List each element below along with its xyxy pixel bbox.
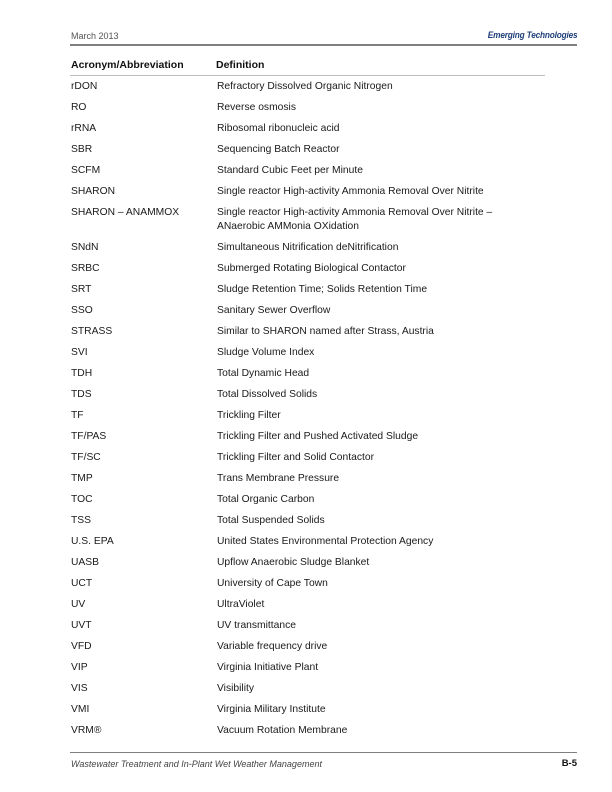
definition-cell: Total Suspended Solids [217,515,325,526]
acronym-cell: TF/PAS [71,431,107,442]
definition-cell: UV transmittance [217,620,296,631]
table-row [70,161,545,182]
definition-cell: Virginia Military Institute [217,704,326,715]
table-row [70,301,545,322]
table-row [70,511,545,532]
table-header [70,58,545,76]
acronym-cell: SSO [71,305,93,316]
acronym-cell: SHARON – ANAMMOX [71,207,180,218]
acronym-cell: TDH [71,368,93,379]
table-row [70,98,545,119]
acronym-cell: SNdN [71,242,99,253]
table-row [70,140,545,161]
acronym-cell: U.S. EPA [71,536,114,547]
acronym-cell: STRASS [71,326,113,337]
acronym-cell: VFD [71,641,92,652]
table-row [70,385,545,406]
table-row [70,658,545,679]
definition-cell: Upflow Anaerobic Sludge Blanket [217,557,370,568]
acronym-cell: TF/SC [71,452,101,463]
definition-cell: Standard Cubic Feet per Minute [217,165,363,176]
table-row [70,427,545,448]
definition-cell: Variable frequency drive [217,641,328,652]
definition-cell: Reverse osmosis [217,102,296,113]
table-row [70,259,545,280]
table-row [70,406,545,427]
table-row [70,238,545,259]
definition-cell: Trickling Filter and Solid Contactor [217,452,374,463]
acronym-cell: VMI [71,704,90,715]
page-footer [70,752,577,773]
table-row [70,343,545,364]
definition-cell: Submerged Rotating Biological Contactor [217,263,406,274]
table-row [70,637,545,658]
definition-cell: Visibility [217,683,255,694]
table-row [70,595,545,616]
table-row [70,182,545,203]
acronym-cell: VRM® [71,725,102,736]
definition-cell: Trans Membrane Pressure [217,473,340,484]
page-number: B-5 [561,758,577,769]
table-row [70,721,545,742]
table-row [70,700,545,721]
column-header-acronym: Acronym/Abbreviation [71,59,184,71]
acronym-cell: SBR [71,144,93,155]
table-row [70,616,545,637]
definition-cell: Sludge Retention Time; Solids Retention Time [217,284,428,295]
acronym-cell: SRBC [71,263,100,274]
page-header [70,30,577,46]
definition-cell: Total Dynamic Head [217,368,310,379]
acronym-cell: rDON [71,81,98,92]
table-row [70,119,545,140]
acronym-cell: UV [71,599,86,610]
header-date: March 2013 [71,31,119,41]
table-row [70,574,545,595]
table-row [70,448,545,469]
definition-cell: Similar to SHARON named after Strass, Austria [217,326,434,337]
acronym-cell: VIS [71,683,88,694]
acronym-cell: SCFM [71,165,101,176]
definition-cell: Total Organic Carbon [217,494,315,505]
header-section-title: Emerging Technologies [487,30,577,40]
footer-document-title: Wastewater Treatment and In-Plant Wet Weather Management [71,759,322,769]
definition-cell: Sanitary Sewer Overflow [217,305,331,316]
definition-cell: Simultaneous Nitrification deNitrification [217,242,399,253]
definition-cell: Virginia Initiative Plant [217,662,319,673]
table-row [70,469,545,490]
table-row [70,553,545,574]
acronym-cell: UASB [71,557,100,568]
table-row [70,364,545,385]
table-row [70,77,545,98]
table-row [70,490,545,511]
table-row [70,322,545,343]
definition-cell: United States Environmental Protection Agency [217,536,434,547]
definition-cell: Trickling Filter [217,410,281,421]
acronym-cell: VIP [71,662,88,673]
acronym-cell: SHARON [71,186,116,197]
acronym-cell: SVI [71,347,88,358]
acronym-cell: rRNA [71,123,97,134]
column-header-definition: Definition [216,59,265,71]
acronym-cell: SRT [71,284,92,295]
definition-cell: Single reactor High-activity Ammonia Removal Over Nitrite [217,186,484,197]
definition-cell: Ribosomal ribonucleic acid [217,123,340,134]
definition-cell: Sludge Volume Index [217,347,315,358]
definition-cell: Total Dissolved Solids [217,389,318,400]
definition-cell: Sequencing Batch Reactor [217,144,340,155]
acronym-cell: TSS [71,515,92,526]
table-row [70,532,545,553]
acronym-cell: TOC [71,494,93,505]
table-row [70,280,545,301]
definition-cell: Refractory Dissolved Organic Nitrogen [217,81,393,92]
acronym-cell: UCT [71,578,93,589]
acronym-cell: TF [71,410,84,421]
definition-cell: Trickling Filter and Pushed Activated Sludge [217,431,419,442]
acronym-cell: TDS [71,389,92,400]
table-row [70,679,545,700]
acronym-table-body [70,77,545,742]
definition-cell: Vacuum Rotation Membrane [217,725,348,736]
table-row [70,203,545,238]
definition-cell: UltraViolet [217,599,265,610]
definition-cell: University of Cape Town [217,578,328,589]
acronym-cell: UVT [71,620,92,631]
acronym-cell: RO [71,102,87,113]
acronym-cell: TMP [71,473,93,484]
definition-cell: Single reactor High-activity Ammonia Removal Over Nitrite – ANaerobic AMMonia OXidation [217,207,493,232]
